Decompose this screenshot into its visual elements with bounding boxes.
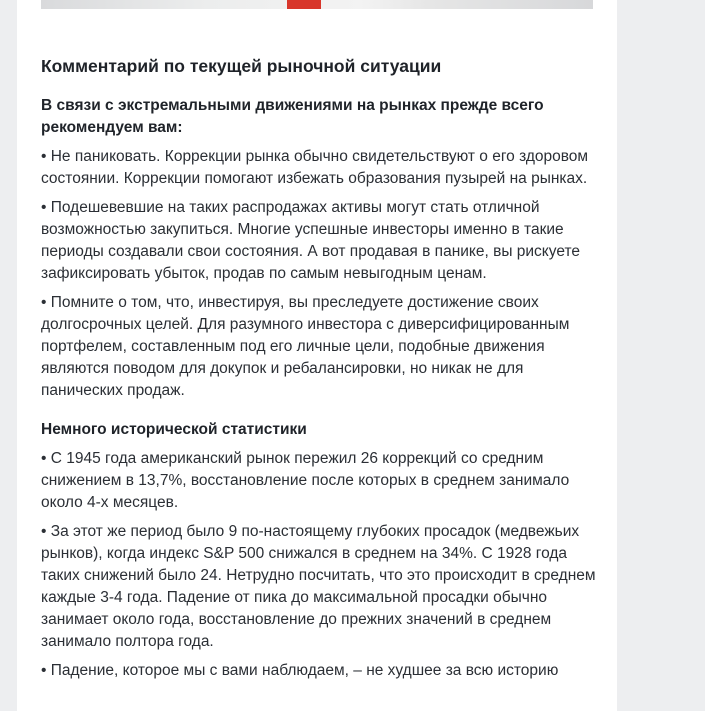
cover-image-red-accent	[287, 0, 321, 9]
stats-paragraph: • С 1945 года американский рынок пережил 26 коррекций со средним снижением в 13,7%, восстановление после которых в среднем занимало около 4-х месяцев.	[41, 450, 570, 511]
post-card	[17, 0, 617, 711]
recommendation-paragraph: • Не паниковать. Коррекции рынка обычно свидетельствуют о его здоровом состоянии. Коррекции помогают избежать образования пузырей на рынках.	[41, 148, 589, 187]
stats-heading: Немного исторической статистики	[41, 421, 307, 438]
recommendation-paragraph: • Помните о том, что, инвестируя, вы преследуете достижение своих долгосрочных целей. Для разумного инвестора с диверсифицированным портфелем, составленным под его личные цели, подобные движения являются поводом для докупок и ребалансировки, но никак не для панических продаж.	[41, 294, 570, 399]
article-title: Комментарий по текущей рыночной ситуации	[41, 56, 442, 76]
recommendation-paragraph: • Подешевевшие на таких распродажах активы могут стать отличной возможностью закупиться. Многие успешные инвесторы именно в такие периоды создавали свои состояния. А вот продавая в панике, вы рискуете зафиксировать убыток, продав по самым невыгодным ценам.	[41, 199, 580, 282]
intro-heading: В связи с экстремальными движениями на рынках прежде всего рекомендуем вам:	[41, 97, 544, 136]
cover-image[interactable]	[41, 0, 593, 9]
article-body	[41, 54, 597, 689]
stats-paragraph: • Падение, которое мы с вами наблюдаем, – не худшее за всю историю	[41, 662, 559, 679]
stats-paragraph: • За этот же период было 9 по-настоящему глубоких просадок (медвежьих рынков), когда индекс S&P 500 снижался в среднем на 34%. С 1928 года таких снижений было 24. Нетрудно посчитать, что это происходит в среднем каждые 3-4 года. Падение от пика до максимальной просадки обычно занимает около года, восстановление до прежних значений в среднем занимало полтора года.	[41, 523, 596, 650]
